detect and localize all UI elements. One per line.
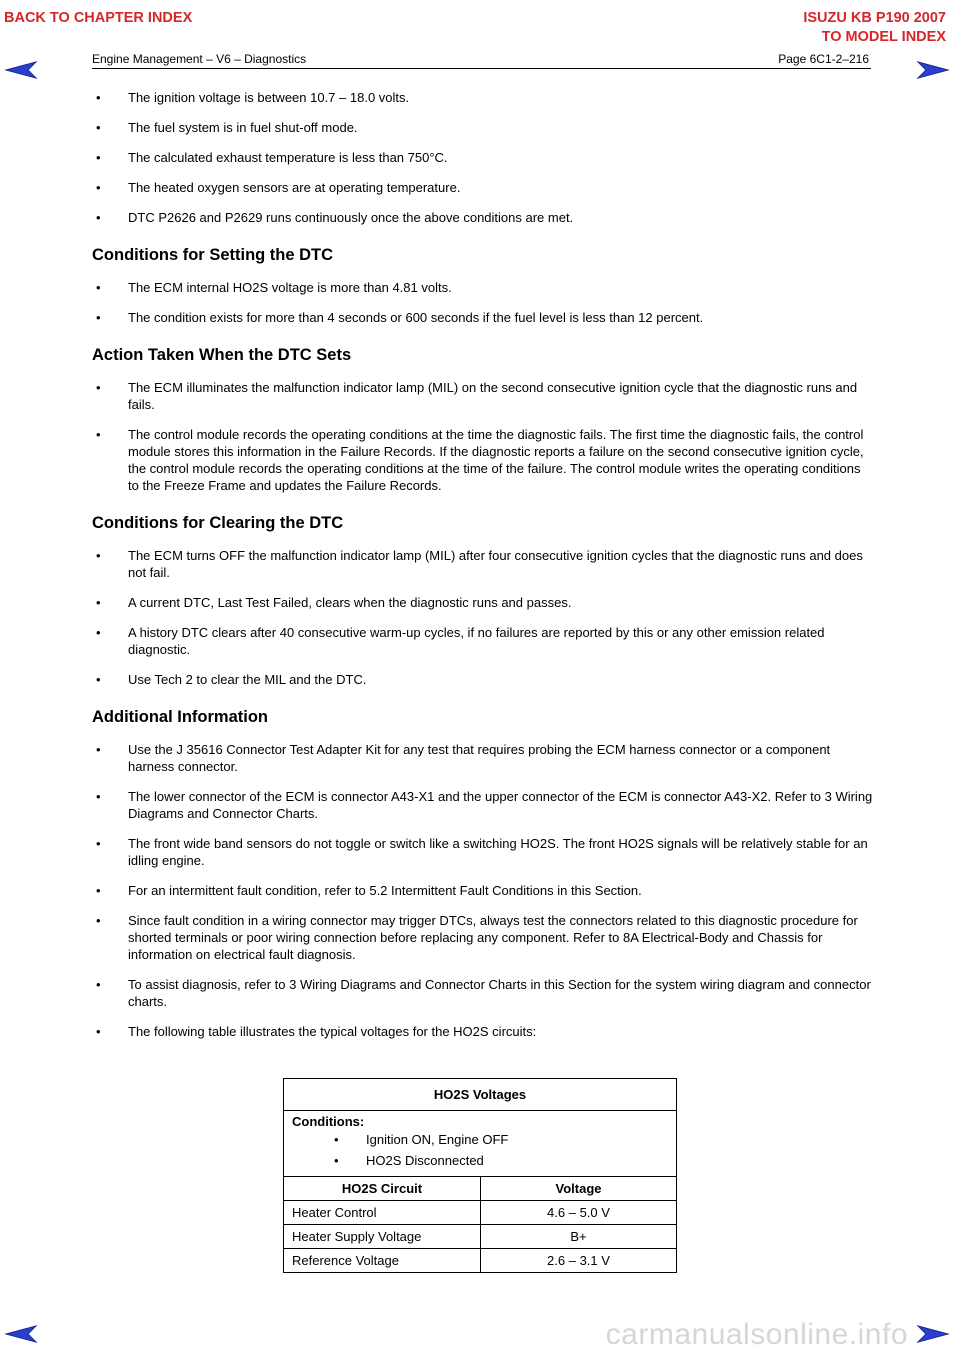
clearing-bullet-list <box>92 547 874 688</box>
table-cell: 4.6 – 5.0 V <box>481 1201 677 1225</box>
list-item: • A current DTC, Last Test Failed, clears when the diagnostic runs and passes. <box>92 594 874 611</box>
heading-additional-information: Additional Information <box>92 708 268 726</box>
table-row <box>284 1225 677 1249</box>
list-item: • HO2S Disconnected <box>292 1152 668 1169</box>
heading-action-taken: Action Taken When the DTC Sets <box>92 346 352 364</box>
table-cell: Reference Voltage <box>284 1249 481 1273</box>
list-item: • Use the J 35616 Connector Test Adapter Kit for any test that requires probing the ECM harness connector or a component harness connector. <box>92 741 874 775</box>
back-to-chapter-index-link[interactable]: BACK TO CHAPTER INDEX <box>4 10 193 26</box>
list-item: • To assist diagnosis, refer to 3 Wiring Diagrams and Connector Charts in this Section for the system wiring diagram and connector charts. <box>92 976 874 1010</box>
list-item: • The lower connector of the ECM is connector A43-X1 and the upper connector of the ECM is connector A43-X2. Refer to 3 Wiring Diagrams and Connector Charts. <box>92 788 874 822</box>
list-item: • Ignition ON, Engine OFF <box>292 1131 668 1148</box>
list-item: • The heated oxygen sensors are at operating temperature. <box>92 179 874 196</box>
header-section-title: Engine Management – V6 – Diagnostics <box>92 52 307 66</box>
ho2s-voltages-table-wrapper <box>283 1078 677 1273</box>
ho2s-voltages-table <box>283 1078 677 1273</box>
page-content <box>92 89 874 1053</box>
list-item: • Use Tech 2 to clear the MIL and the DTC. <box>92 671 874 688</box>
table-row <box>284 1249 677 1273</box>
table-conditions-cell <box>284 1111 677 1177</box>
list-item: • The ECM turns OFF the malfunction indicator lamp (MIL) after four consecutive ignition cycles that the diagnostic runs and does not fail. <box>92 547 874 581</box>
to-model-index-link[interactable]: TO MODEL INDEX <box>821 29 946 45</box>
list-item: • The following table illustrates the typical voltages for the HO2S circuits: <box>92 1023 874 1040</box>
table-title: HO2S Voltages <box>284 1079 677 1111</box>
list-item: • The fuel system is in fuel shut-off mode. <box>92 119 874 136</box>
header-divider <box>92 68 871 69</box>
list-item: • Since fault condition in a wiring connector may trigger DTCs, always test the connectors related to this diagnostic procedure for shorted terminals or poor wiring connection before replacing any component. Refer to 8A Electrical-Body and Chassis for information on electrical fault diagnosis. <box>92 912 874 963</box>
conditions-label: Conditions: <box>292 1114 365 1129</box>
list-item: • The ECM internal HO2S voltage is more than 4.81 volts. <box>92 279 874 296</box>
setting-bullet-list <box>92 279 874 326</box>
column-header-voltage: Voltage <box>481 1177 677 1201</box>
list-item: • The calculated exhaust temperature is less than 750°C. <box>92 149 874 166</box>
heading-conditions-setting: Conditions for Setting the DTC <box>92 246 334 264</box>
list-item: • DTC P2626 and P2629 runs continuously once the above conditions are met. <box>92 209 874 226</box>
bottom-prev-page-arrow-icon[interactable] <box>4 1324 38 1344</box>
list-item: • The ECM illuminates the malfunction indicator lamp (MIL) on the second consecutive ignition cycle that the diagnostic runs and fails. <box>92 379 874 413</box>
list-item: • The front wide band sensors do not toggle or switch like a switching HO2S. The front HO2S signals will be relatively stable for an idling engine. <box>92 835 874 869</box>
list-item: • The condition exists for more than 4 seconds or 600 seconds if the fuel level is less than 12 percent. <box>92 309 874 326</box>
model-title-link[interactable]: ISUZU KB P190 2007 <box>803 10 946 26</box>
heading-conditions-clearing: Conditions for Clearing the DTC <box>92 514 344 532</box>
next-page-arrow-icon[interactable] <box>916 60 950 80</box>
additional-bullet-list <box>92 741 874 1040</box>
prev-page-arrow-icon[interactable] <box>4 60 38 80</box>
intro-bullet-list <box>92 89 874 226</box>
table-cell: Heater Control <box>284 1201 481 1225</box>
conditions-list <box>292 1131 668 1169</box>
table-cell: Heater Supply Voltage <box>284 1225 481 1249</box>
table-row <box>284 1201 677 1225</box>
watermark: carmanualsonline.info <box>605 1318 908 1351</box>
list-item: • A history DTC clears after 40 consecutive warm-up cycles, if no failures are reported by this or any other emission related diagnostic. <box>92 624 874 658</box>
column-header-circuit: HO2S Circuit <box>284 1177 481 1201</box>
bottom-next-page-arrow-icon[interactable] <box>916 1324 950 1344</box>
list-item: • The control module records the operating conditions at the time the diagnostic fails. The first time the diagnostic fails, the control module stores this information in the Failure Records. If the diagnostic reports a failure on the second consecutive ignition cycle, the control module records the operating conditions at the time of the failure. The control module writes the operating conditions to the Freeze Frame and updates the Failure Records. <box>92 426 874 494</box>
list-item: • For an intermittent fault condition, refer to 5.2 Intermittent Fault Conditions in this Section. <box>92 882 874 899</box>
table-cell: B+ <box>481 1225 677 1249</box>
header-page-number: Page 6C1-2–216 <box>778 52 869 66</box>
list-item: • The ignition voltage is between 10.7 – 18.0 volts. <box>92 89 874 106</box>
table-cell: 2.6 – 3.1 V <box>481 1249 677 1273</box>
action-bullet-list <box>92 379 874 494</box>
